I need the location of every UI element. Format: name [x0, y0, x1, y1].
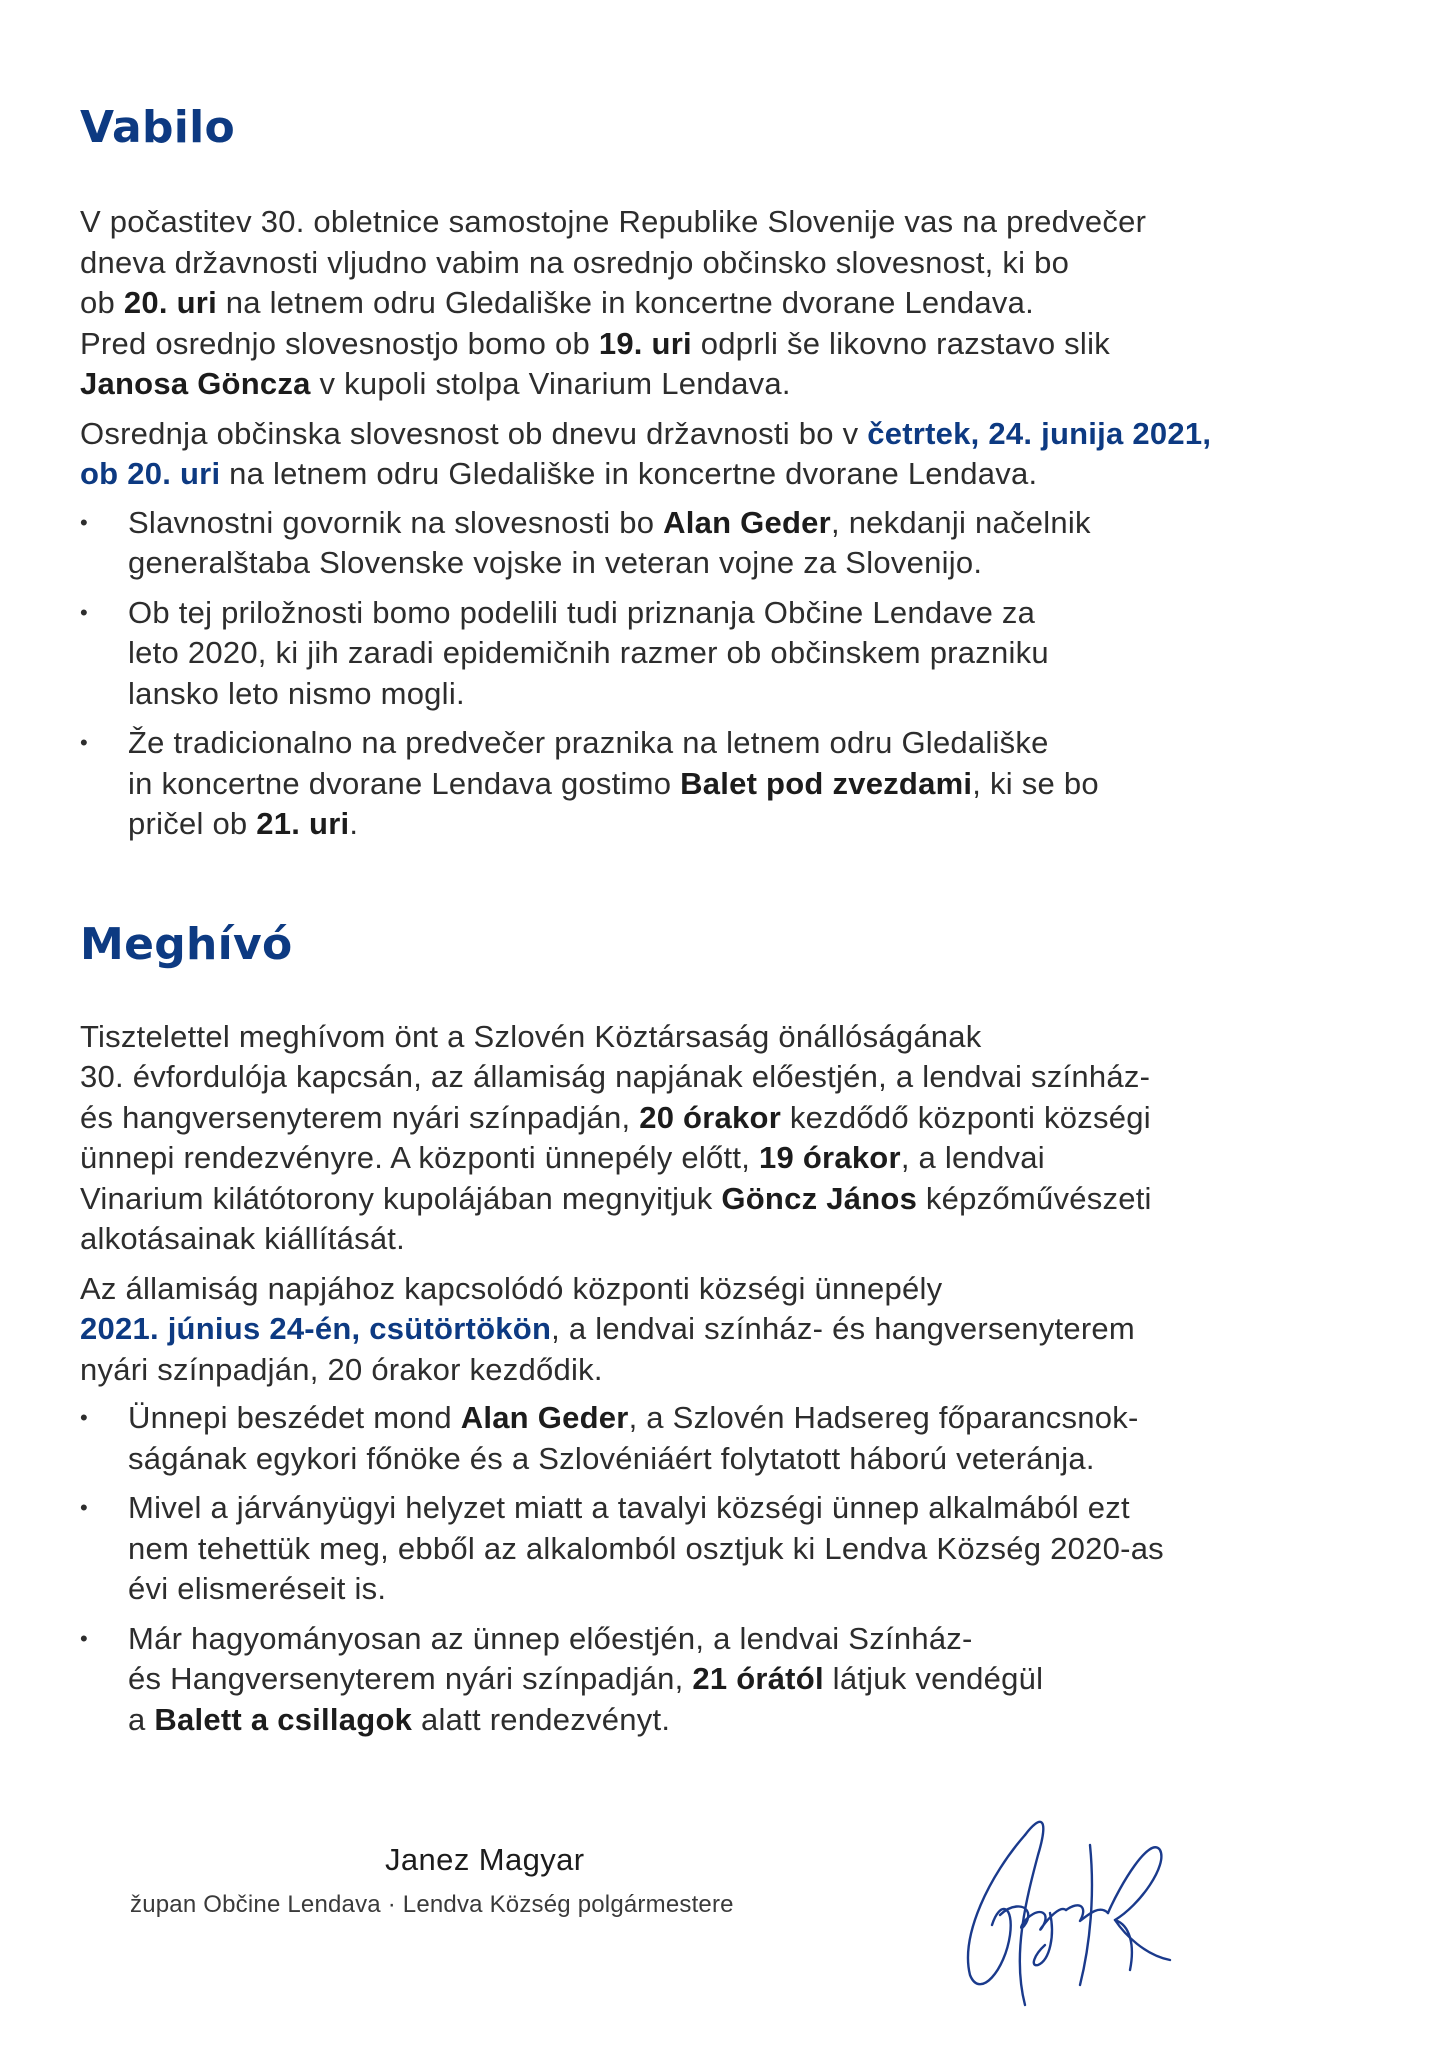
text-line: Ünnepi beszédet mond [128, 1400, 461, 1435]
signer-name: Janez Magyar [385, 1842, 585, 1877]
text-line: dneva državnosti vljudno vabim na osrednjo občinsko slovesnost, ki bo [80, 244, 1070, 280]
highlight-name: Janosa Göncza [80, 366, 311, 401]
list-item [80, 503, 1380, 584]
text-line: ünnepi rendezvényre. A központi ünnepély előtt, [80, 1140, 759, 1175]
text-line: Vinarium kilátótorony kupolájában megnyitjuk [80, 1180, 722, 1216]
text-line: Pred osrednjo slovesnostjo bomo ob [80, 325, 599, 361]
list-item [80, 723, 1380, 845]
text-line: lansko leto nismo mogli. [128, 675, 465, 711]
text-line: pričel ob [128, 806, 257, 841]
text-line: . [349, 806, 359, 841]
highlight-time: 19 órakor [758, 1140, 901, 1175]
text-line: és Hangversenyterem nyári színpadján, [128, 1661, 693, 1696]
text-line: a [128, 1701, 155, 1737]
text-line: Že tradicionalno na predvečer praznika na letnem odru Gledališke [128, 725, 1049, 760]
list-item [80, 1398, 1380, 1479]
text-line: , nekdanji načelnik [830, 504, 1091, 540]
highlight-name: Alan Geder [663, 504, 831, 540]
section-vabilo [80, 100, 1380, 845]
highlight-time: 20 órakor [639, 1099, 782, 1135]
highlight-date: četrtek, 24. junija 2021, [867, 415, 1212, 451]
list-item [80, 593, 1380, 715]
highlight-event: Balet pod zvezdami [680, 765, 973, 801]
text-line: alatt rendezvényt. [412, 1701, 671, 1737]
text-line: 30. évfordulója kapcsán, az államiság napjának előestjén, a lendvai színház- [80, 1059, 1151, 1094]
bullet-list [80, 503, 1380, 845]
signer-title: župan Občine Lendava · Lendva Község polgármestere [130, 1891, 734, 1918]
highlight-time: 20. uri [123, 285, 217, 320]
text-line: Ob tej priložnosti bomo podelili tudi priznanja Občine Lendave za [128, 594, 1036, 630]
paragraph-intro [80, 202, 1380, 405]
highlight-name: Göncz János [721, 1180, 918, 1216]
text-line: , a lendvai színház- és hangversenyterem [551, 1311, 1135, 1346]
bullet-list [80, 1398, 1380, 1740]
handwritten-signature-icon [930, 1795, 1200, 2025]
text-line: Slavnostni govornik na slovesnosti bo [128, 504, 664, 540]
text-line: v kupoli stolpa Vinarium Lendava. [310, 366, 791, 401]
text-line: in koncertne dvorane Lendava gostimo [128, 765, 681, 801]
text-line: odprli še likovno razstavo slik [691, 325, 1110, 361]
list-item [80, 1619, 1380, 1741]
text-line: és hangversenyterem nyári színpadján, [80, 1099, 640, 1135]
paragraph-intro [80, 1017, 1380, 1260]
text-line: nyári színpadján, 20 órakor kezdődik. [80, 1351, 603, 1387]
text-line: generalštaba Slovenske vojske in veteran vojne za Slovenijo. [128, 545, 983, 580]
section-title-vabilo: Vabilo [80, 102, 236, 153]
text-line: Tisztelettel meghívom önt a Szlovén Köztársaság önállóságának [80, 1018, 982, 1054]
highlight-time: 19. uri [598, 325, 692, 361]
highlight-time: 21. uri [256, 806, 350, 841]
section-title-meghivo: Meghívó [80, 918, 293, 970]
text-line: kezdődő központi községi [781, 1099, 1151, 1135]
text-line: alkotásainak kiállítását. [80, 1221, 406, 1256]
section-meghivo [80, 917, 1380, 1741]
list-item [80, 1488, 1380, 1610]
text-line: na letnem odru Gledališke in koncertne dvorane Lendava. [216, 285, 1035, 320]
content [80, 100, 1380, 1740]
signature-block [0, 1840, 1440, 2040]
paragraph-date [80, 414, 1380, 495]
highlight-name: Alan Geder [460, 1400, 629, 1435]
highlight-event: Balett a csillagok [154, 1701, 413, 1737]
text-line: leto 2020, ki jih zaradi epidemičnih razmer ob občinskem prazniku [128, 635, 1049, 670]
text-line: V počastitev 30. obletnice samostojne Republike Slovenije vas na predvečer [80, 204, 1147, 239]
highlight-time: ob 20. uri [80, 456, 221, 491]
text-line: nem tehettük meg, ebből az alkalomból osztjuk ki Lendva Község 2020-as [128, 1530, 1164, 1566]
text-line: , ki se bo [972, 765, 1099, 801]
highlight-time: 21 órától [692, 1661, 824, 1696]
text-line: na letnem odru Gledališke in koncertne dvorane Lendava. [220, 456, 1038, 491]
text-line: képzőművészeti [917, 1180, 1152, 1216]
text-line: , a Szlovén Hadsereg főparancsnok- [628, 1400, 1139, 1435]
text-line: évi elismeréseit is. [128, 1571, 387, 1606]
paragraph-date [80, 1269, 1380, 1391]
highlight-date: 2021. június 24-én, csütörtökön [80, 1311, 552, 1346]
text-line: Mivel a járványügyi helyzet miatt a tavalyi községi ünnep alkalmából ezt [128, 1490, 1130, 1525]
text-line: ságának egykori főnöke és a Szlovéniáért folytatott háború veteránja. [128, 1440, 1095, 1476]
text-line: ob [80, 285, 124, 320]
text-line: Már hagyományosan az ünnep előestjén, a lendvai Színház- [128, 1620, 973, 1656]
text-line: , a lendvai [900, 1140, 1045, 1175]
text-line: látjuk vendégül [823, 1661, 1044, 1696]
text-line: Az államiság napjához kapcsolódó központi községi ünnepély [80, 1270, 943, 1306]
text-line: Osrednja občinska slovesnost ob dnevu državnosti bo v [80, 415, 868, 451]
